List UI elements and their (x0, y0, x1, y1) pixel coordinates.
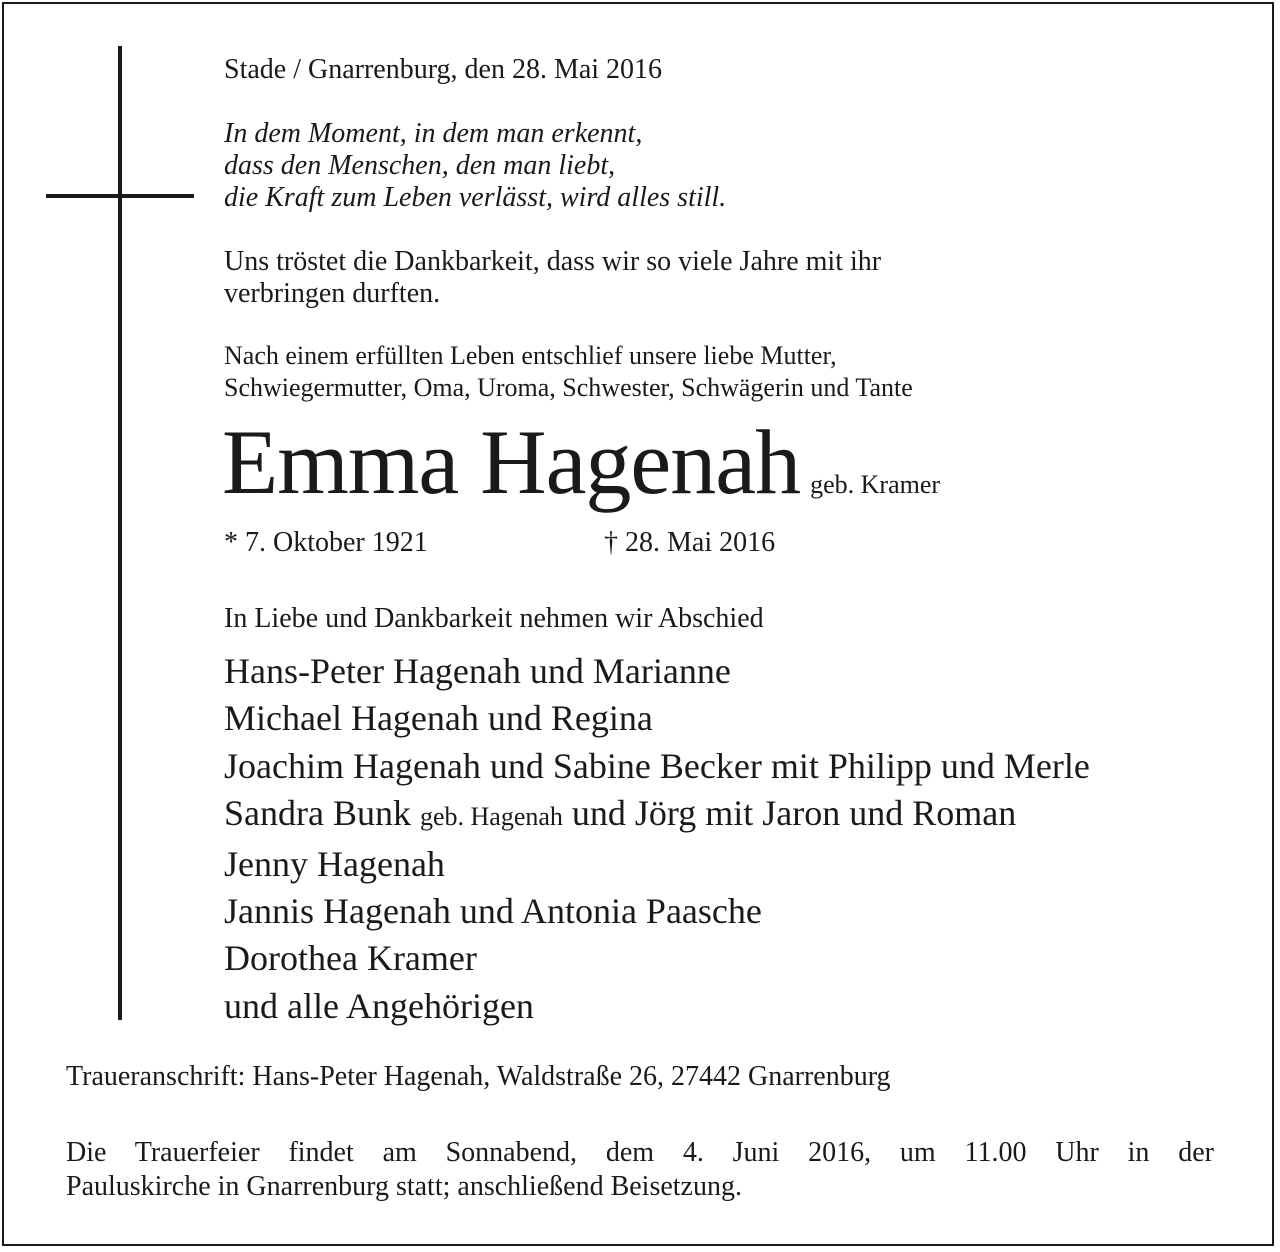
cross-horizontal-bar (46, 194, 194, 198)
poem-line: die Kraft zum Leben verlässt, wird alles still. (224, 182, 727, 213)
mourner-name: Sandra Bunk (224, 793, 411, 834)
mourners-list (224, 648, 1090, 1030)
poem-line: In dem Moment, in dem man erkennt, (224, 118, 643, 149)
birth-date: * 7. Oktober 1921 (224, 527, 428, 558)
ceremony-text (66, 1136, 1214, 1204)
mourner-maiden-name: geb. Hagenah (419, 802, 563, 832)
death-date: † 28. Mai 2016 (604, 527, 776, 558)
comfort-text (224, 246, 881, 310)
mourner-row: Dorothea Kramer (224, 938, 477, 979)
intro-line: Nach einem erfüllten Leben entschlief unsere liebe Mutter, (224, 341, 837, 370)
deceased-name: Emma Hagenah (222, 411, 801, 513)
mourner-row: Jenny Hagenah (224, 843, 445, 884)
deceased-maiden-name: geb. Kramer (810, 470, 941, 499)
mourner-rest: und Jörg mit Jaron und Roman (571, 793, 1017, 834)
ceremony-line: Pauluskirche in Gnarrenburg statt; anschließend Beisetzung. (66, 1171, 742, 1202)
comfort-line: verbringen durften. (224, 278, 441, 309)
cross-vertical-bar (118, 46, 122, 1020)
ceremony-line: Die Trauerfeier findet am Sonnabend, dem 4. Juni 2016, um 11.00 Uhr in der (66, 1137, 1214, 1168)
mourner-row (224, 790, 1090, 840)
mourner-row: Hans-Peter Hagenah und Marianne (224, 651, 731, 691)
intro-text (224, 340, 913, 404)
mourner-row: Michael Hagenah und Regina (224, 698, 653, 739)
mourner-row: Joachim Hagenah und Sabine Becker mit Philipp und Merle (224, 745, 1090, 786)
deceased-heading (222, 412, 940, 512)
poem-line: dass den Menschen, den man liebt, (224, 150, 616, 181)
farewell-text: In Liebe und Dankbarkeit nehmen wir Abschied (224, 603, 764, 634)
place-date: Stade / Gnarrenburg, den 28. Mai 2016 (224, 54, 663, 85)
poem (224, 118, 726, 214)
mourning-address: Traueranschrift: Hans-Peter Hagenah, Waldstraße 26, 27442 Gnarrenburg (66, 1061, 891, 1092)
intro-line: Schwiegermutter, Oma, Uroma, Schwester, Schwägerin und Tante (224, 373, 913, 402)
comfort-line: Uns tröstet die Dankbarkeit, dass wir so viele Jahre mit ihr (224, 246, 882, 277)
mourner-row: Jannis Hagenah und Antonia Paasche (224, 891, 762, 932)
mourner-row: und alle Angehörigen (224, 985, 534, 1026)
